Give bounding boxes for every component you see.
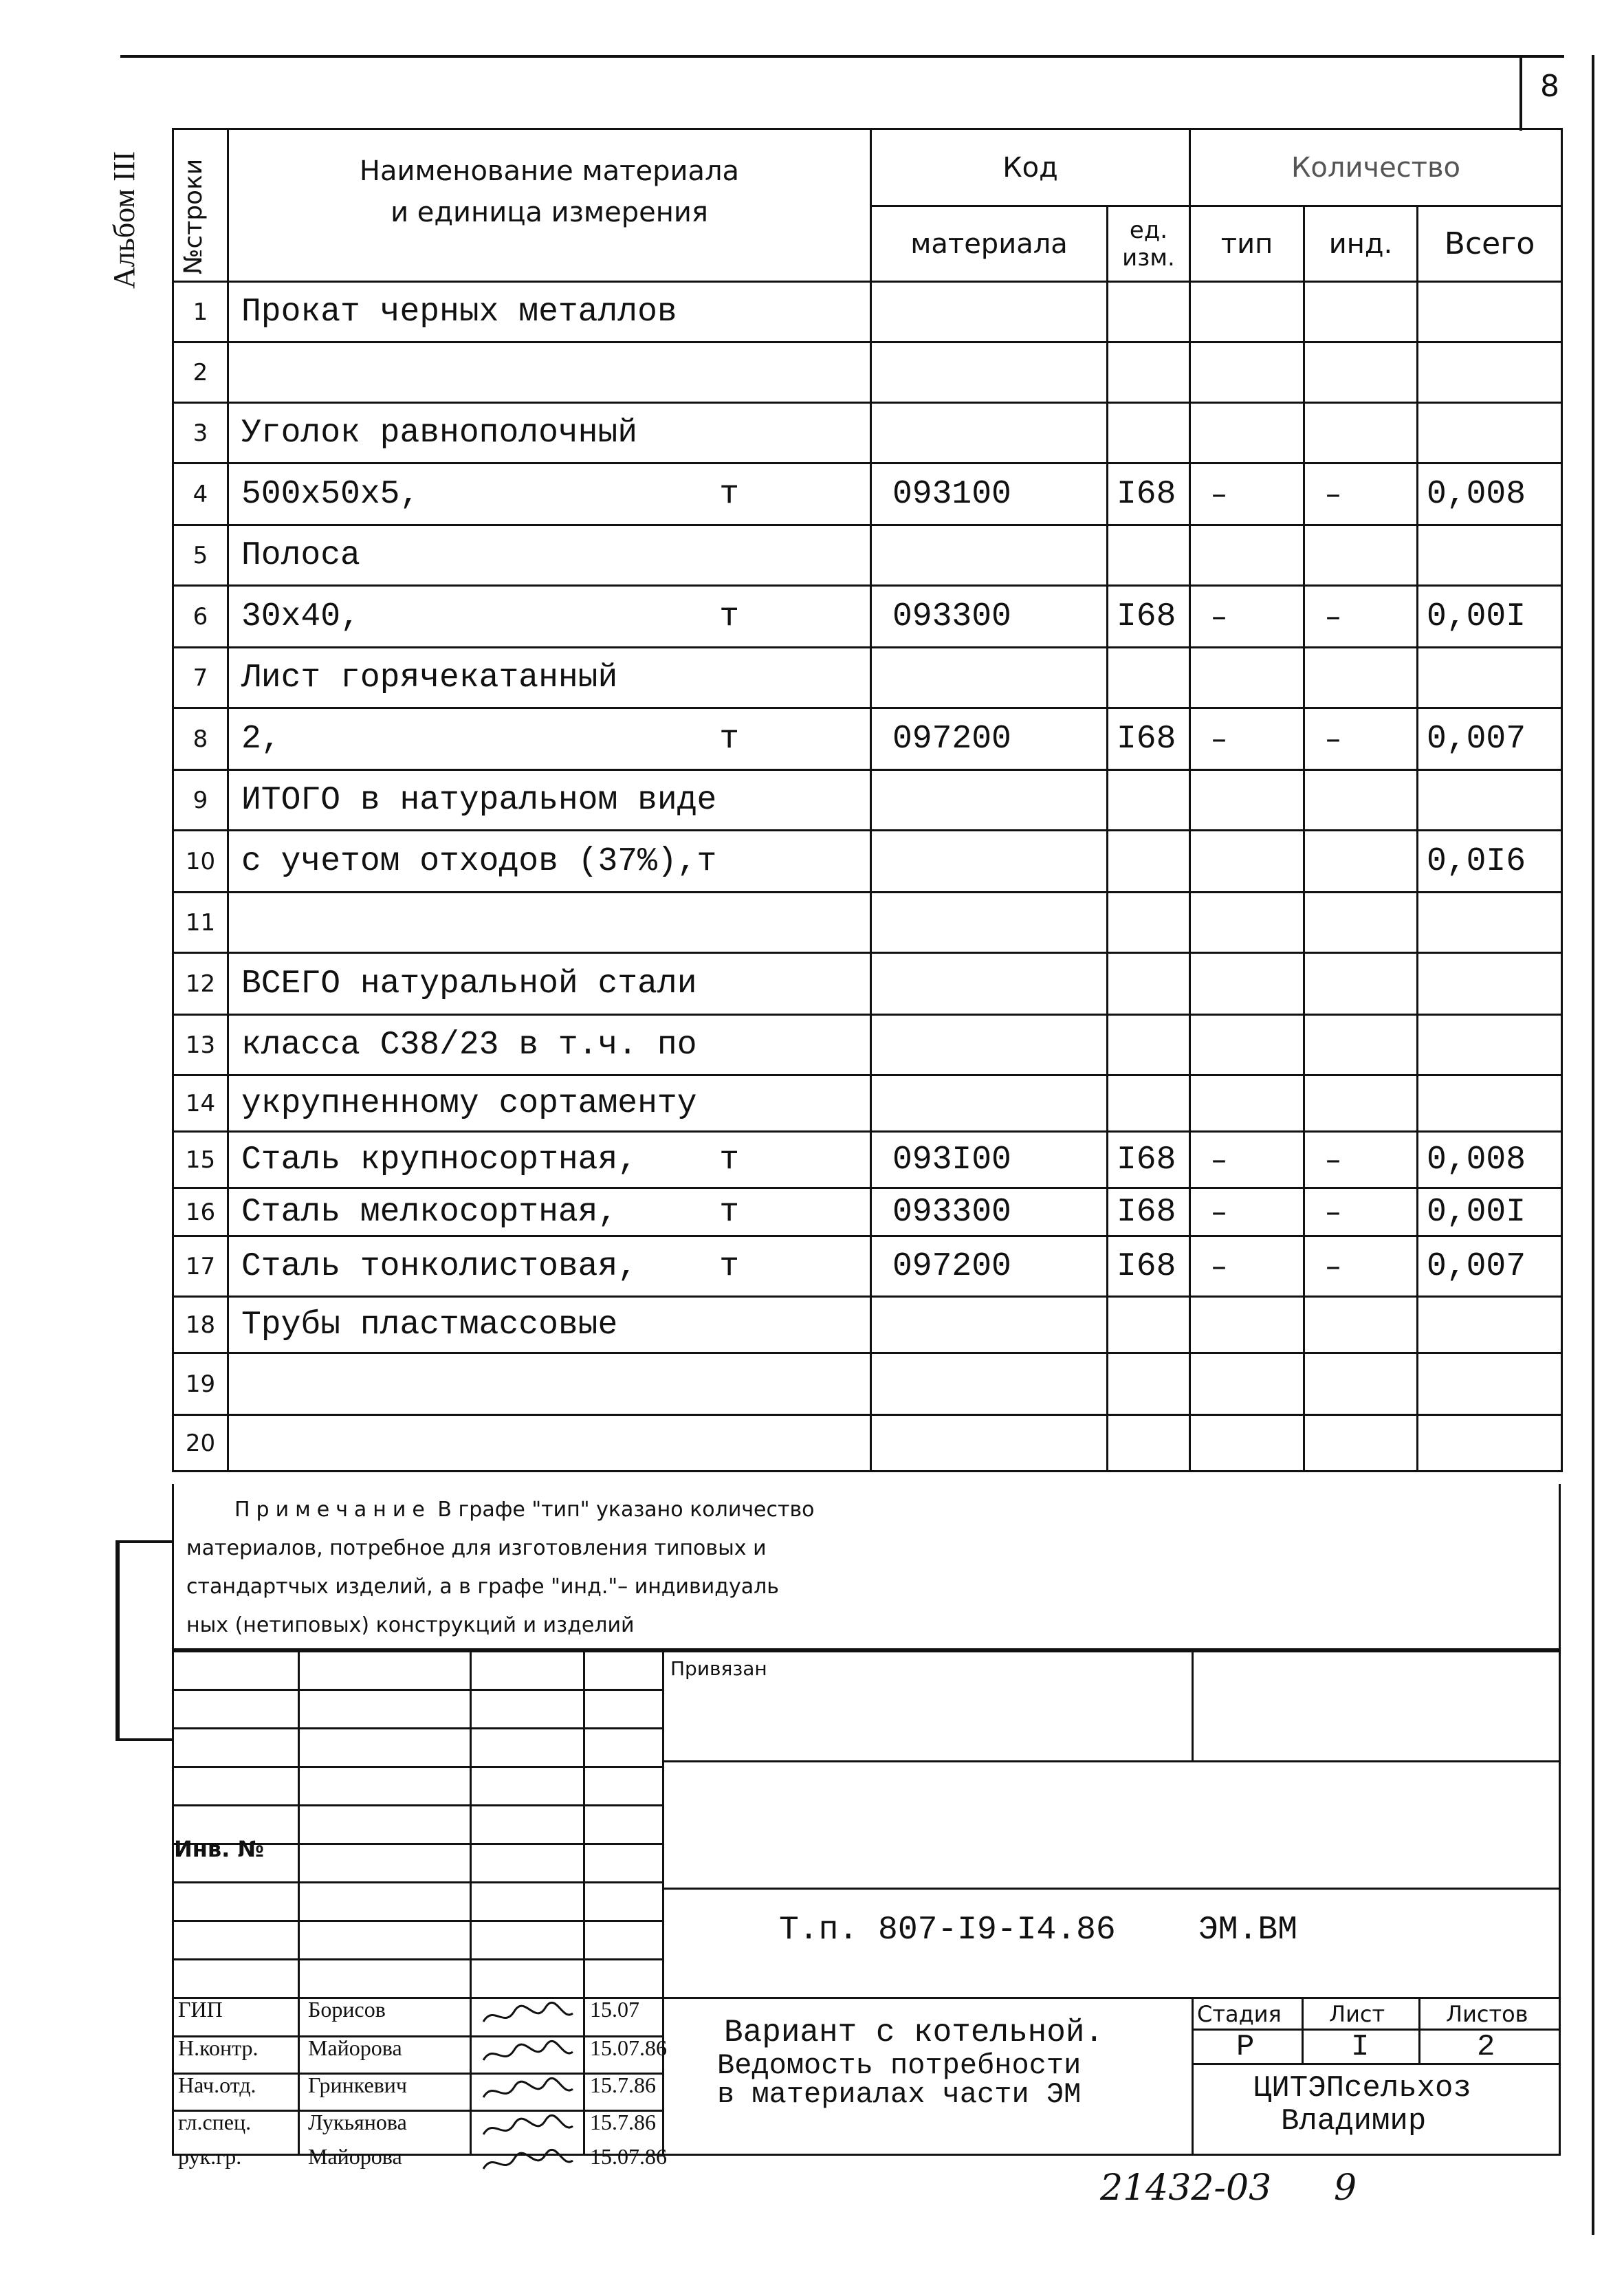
qty-ind: [1304, 403, 1418, 463]
table-row: [173, 525, 1562, 586]
material-name-cell: [228, 463, 871, 525]
signer-name: Майорова: [308, 2035, 402, 2060]
qty-ind: –: [1304, 463, 1418, 525]
table-row: [173, 403, 1562, 463]
signer-name: Гринкевич: [308, 2073, 408, 2097]
material-name-cell: [228, 708, 871, 770]
grid-h3: [174, 1766, 662, 1768]
material-name: класса С38/23 в т.ч. по: [241, 1026, 697, 1064]
row-number: 6: [173, 586, 228, 648]
qty-type: [1190, 403, 1304, 463]
signer-name: Лукьянова: [308, 2110, 407, 2134]
material-code: 097200: [871, 1236, 1108, 1297]
row-number: 8: [173, 708, 228, 770]
material-unit: т: [719, 598, 739, 635]
qty-total: [1418, 1075, 1562, 1132]
row-number: 20: [173, 1415, 228, 1472]
qty-total: [1418, 282, 1562, 342]
material-name-cell: [228, 586, 871, 648]
row-number: 2: [173, 342, 228, 403]
sheet-label: Лист: [1329, 2001, 1385, 2027]
table-row: [173, 893, 1562, 953]
unit-code: I68: [1108, 1132, 1190, 1188]
material-code: [871, 1415, 1108, 1472]
row-number: 1: [173, 282, 228, 342]
material-code: 093100: [871, 463, 1108, 525]
unit-code: I68: [1108, 586, 1190, 648]
qty-total: [1418, 525, 1562, 586]
unit-code: [1108, 770, 1190, 831]
row-number: 13: [173, 1015, 228, 1075]
material-code: 097200: [871, 708, 1108, 770]
doc-code: Т.п. 807-I9-I4.86: [779, 1912, 1116, 1949]
qty-type: [1190, 770, 1304, 831]
privyazan-divider: [1192, 1650, 1194, 1760]
row-number: 3: [173, 403, 228, 463]
privyazan-label: Привязан: [670, 1657, 767, 1680]
signature-scribble: [480, 2148, 576, 2184]
qty-ind: [1304, 1353, 1418, 1415]
material-code: [871, 1015, 1108, 1075]
qty-type: [1190, 1415, 1304, 1472]
qty-total: 0,00I: [1418, 586, 1562, 648]
qty-total: 0,007: [1418, 1236, 1562, 1297]
grid-h1: [174, 1689, 662, 1691]
title-line2: Ведомость потребности: [717, 2049, 1082, 2082]
row-number: 11: [173, 893, 228, 953]
qty-type: [1190, 648, 1304, 708]
header-qty-ind: инд.: [1304, 206, 1418, 282]
margin-bracket-bottom: [116, 1738, 172, 1741]
qty-type: [1190, 893, 1304, 953]
material-name: Сталь тонколистовая,: [241, 1247, 638, 1285]
row-number: 15: [173, 1132, 228, 1188]
sheet-value: I: [1351, 2030, 1370, 2064]
header-code: Код: [871, 129, 1190, 206]
signer-role: гл.спец.: [178, 2110, 252, 2134]
material-name: 500x50x5,: [241, 475, 420, 513]
qty-type: [1190, 342, 1304, 403]
material-code: [871, 1075, 1108, 1132]
note: [172, 1484, 1561, 1650]
material-name: Уголок равнополочный: [241, 414, 638, 452]
stage-block-left: [1192, 1997, 1194, 2156]
privyazan-bottom: [662, 1760, 1559, 1762]
sheets-label: Листов: [1446, 2001, 1528, 2027]
qty-total: [1418, 342, 1562, 403]
material-unit: т: [719, 1193, 739, 1231]
qty-ind: [1304, 770, 1418, 831]
qty-total: [1418, 893, 1562, 953]
unit-code: I68: [1108, 463, 1190, 525]
material-name-cell: [228, 770, 871, 831]
signature-scribble: [480, 2001, 576, 2037]
material-name-cell: [228, 893, 871, 953]
row-number: 17: [173, 1236, 228, 1297]
qty-type: [1190, 1297, 1304, 1353]
row-number: 10: [173, 831, 228, 893]
material-name-cell: [228, 1015, 871, 1075]
qty-ind: [1304, 1075, 1418, 1132]
material-name-cell: [228, 1075, 871, 1132]
signature-scribble: [480, 2040, 576, 2075]
header-qty-total: Всего: [1418, 206, 1562, 282]
materials-table: [172, 128, 1563, 1472]
material-name: Сталь крупносортная,: [241, 1141, 638, 1179]
sign-date: 15.7.86: [590, 2073, 656, 2097]
material-code: [871, 282, 1108, 342]
grid-h8: [174, 1958, 662, 1960]
unit-code: [1108, 1353, 1190, 1415]
unit-code: [1108, 648, 1190, 708]
material-name-cell: [228, 1132, 871, 1188]
qty-ind: [1304, 282, 1418, 342]
qty-total: 0,00I: [1418, 1188, 1562, 1236]
unit-code: [1108, 1415, 1190, 1472]
material-name: 30x40,: [241, 598, 360, 635]
material-code: [871, 1297, 1108, 1353]
qty-type: [1190, 1353, 1304, 1415]
qty-type: [1190, 953, 1304, 1015]
material-name-cell: [228, 282, 871, 342]
signer-name: Майорова: [308, 2144, 402, 2169]
qty-total: [1418, 953, 1562, 1015]
header-qty-type: тип: [1190, 206, 1304, 282]
header-row-no: №строки: [173, 129, 228, 282]
material-code: [871, 648, 1108, 708]
row-number: 19: [173, 1353, 228, 1415]
sign-date: 15.7.86: [590, 2110, 656, 2134]
unit-code: I68: [1108, 1188, 1190, 1236]
sign-date: 15.07: [590, 1997, 639, 2022]
table-row: [173, 648, 1562, 708]
unit-code: [1108, 1297, 1190, 1353]
unit-code: [1108, 953, 1190, 1015]
table-row: [173, 831, 1562, 893]
table-row: [173, 1353, 1562, 1415]
signer-role: Н.контр.: [178, 2035, 259, 2060]
material-name: Лист горячекатанный: [241, 659, 618, 697]
grid-v1: [298, 1650, 300, 2154]
material-name-cell: [228, 342, 871, 403]
right-border: [1592, 55, 1594, 2235]
material-code: 093300: [871, 586, 1108, 648]
sheets-value: 2: [1477, 2030, 1495, 2064]
material-code: [871, 953, 1108, 1015]
doc-mark: ЭМ.ВМ: [1198, 1912, 1298, 1949]
qty-type: –: [1190, 586, 1304, 648]
table-body: [173, 282, 1562, 1472]
stage-value: Р: [1236, 2030, 1255, 2064]
material-unit: т: [719, 720, 739, 758]
qty-type: –: [1190, 708, 1304, 770]
row-number: 12: [173, 953, 228, 1015]
material-name: 2,: [241, 720, 281, 758]
qty-total: [1418, 648, 1562, 708]
qty-type: [1190, 831, 1304, 893]
material-code: 093I00: [871, 1132, 1108, 1188]
note-line2: материалов, потребное для изготовления типовых и: [186, 1536, 767, 1560]
margin-bracket-top: [116, 1540, 172, 1543]
grid-v3: [583, 1650, 585, 2154]
title-block: [172, 1650, 1561, 2169]
org-line2: Владимир: [1281, 2104, 1427, 2139]
material-code: [871, 831, 1108, 893]
table-row: [173, 1297, 1562, 1353]
row-number: 16: [173, 1188, 228, 1236]
qty-type: –: [1190, 1132, 1304, 1188]
material-name-cell: [228, 1353, 871, 1415]
material-name: укрупненному сортаменту: [241, 1084, 697, 1122]
signature-scribble: [480, 2114, 576, 2150]
material-code: [871, 1353, 1108, 1415]
material-name: Сталь мелкосортная,: [241, 1193, 618, 1231]
material-code: [871, 342, 1108, 403]
material-name-cell: [228, 1415, 871, 1472]
sign-date: 15.07.86: [590, 2035, 667, 2060]
material-name-cell: [228, 648, 871, 708]
sign-date: 15.07.86: [590, 2144, 667, 2169]
signer-role: ГИП: [178, 1997, 223, 2022]
margin-bracket: [116, 1540, 120, 1740]
qty-ind: [1304, 893, 1418, 953]
archive-number: 21432-03: [1100, 2167, 1272, 2209]
note-lead: Примечание: [234, 1498, 431, 1522]
qty-total: 0,008: [1418, 1132, 1562, 1188]
note-line4: ных (нетиповых) конструкций и изделий: [186, 1613, 635, 1637]
stage-col2: [1418, 1997, 1420, 2064]
signature-scribble: [480, 2077, 576, 2112]
table-row: [173, 770, 1562, 831]
qty-ind: [1304, 1415, 1418, 1472]
stamp-top-line: [174, 1650, 1559, 1652]
org-line1: ЦИТЭПсельхоз: [1253, 2071, 1471, 2106]
qty-type: [1190, 282, 1304, 342]
material-unit: т: [719, 475, 739, 513]
header-code-material: материала: [871, 206, 1108, 282]
stage-label: Стадия: [1197, 2001, 1282, 2027]
unit-code: I68: [1108, 1236, 1190, 1297]
qty-ind: –: [1304, 708, 1418, 770]
signer-role: Нач.отд.: [178, 2073, 256, 2097]
material-name: с учетом отходов (37%),т: [241, 842, 717, 880]
material-name: ВСЕГО натуральной стали: [241, 965, 697, 1003]
qty-total: [1418, 1415, 1562, 1472]
qty-ind: –: [1304, 586, 1418, 648]
signer-name: Борисов: [308, 1997, 386, 2022]
material-name-cell: [228, 1188, 871, 1236]
page-number-box-left: [1519, 55, 1522, 131]
row-number: 7: [173, 648, 228, 708]
material-name-cell: [228, 953, 871, 1015]
row-number: 4: [173, 463, 228, 525]
table-row: [173, 1015, 1562, 1075]
qty-ind: –: [1304, 1132, 1418, 1188]
page-number: 8: [1540, 69, 1559, 104]
archive-sheet: 9: [1334, 2167, 1357, 2209]
row-number: 9: [173, 770, 228, 831]
middle-line: [662, 1888, 1559, 1890]
signer-role: рук.гр.: [178, 2144, 242, 2169]
title-line1: Вариант с котельной.: [724, 2015, 1104, 2051]
qty-type: [1190, 1015, 1304, 1075]
qty-total: 0,007: [1418, 708, 1562, 770]
table-row: [173, 282, 1562, 342]
qty-ind: –: [1304, 1188, 1418, 1236]
qty-total: [1418, 1297, 1562, 1353]
material-code: [871, 403, 1108, 463]
table-row: [173, 1415, 1562, 1472]
table-row: [173, 1075, 1562, 1132]
qty-ind: –: [1304, 1236, 1418, 1297]
material-name-cell: [228, 1297, 871, 1353]
qty-ind: [1304, 1015, 1418, 1075]
unit-code: [1108, 403, 1190, 463]
unit-code: [1108, 282, 1190, 342]
unit-code: I68: [1108, 708, 1190, 770]
qty-total: [1418, 1015, 1562, 1075]
material-code: [871, 770, 1108, 831]
material-code: [871, 893, 1108, 953]
qty-type: –: [1190, 1188, 1304, 1236]
row-number: 18: [173, 1297, 228, 1353]
side-label: Альбом III: [107, 151, 141, 289]
grid-h6: [174, 1881, 662, 1883]
note-line3: стандартчых изделий, а в графе "инд."– индивидуаль: [186, 1575, 779, 1599]
material-name: Полоса: [241, 536, 360, 574]
row-number: 5: [173, 525, 228, 586]
qty-total: [1418, 770, 1562, 831]
qty-type: –: [1190, 1236, 1304, 1297]
grid-v4: [662, 1650, 664, 2154]
row-number: 14: [173, 1075, 228, 1132]
qty-type: [1190, 525, 1304, 586]
header-code-unit: ед. изм.: [1108, 206, 1190, 282]
inv-no-label: Инв. №: [174, 1836, 264, 1862]
grid-h2: [174, 1727, 662, 1729]
qty-ind: [1304, 953, 1418, 1015]
grid-v2: [470, 1650, 472, 2154]
unit-code: [1108, 831, 1190, 893]
material-name: ИТОГО в натуральном виде: [241, 781, 717, 819]
header-quantity: Количество: [1190, 129, 1562, 206]
qty-ind: [1304, 525, 1418, 586]
grid-h4: [174, 1804, 662, 1806]
unit-code: [1108, 1075, 1190, 1132]
material-name: Прокат черных металлов: [241, 293, 677, 331]
material-name-cell: [228, 403, 871, 463]
note-line1: В графе "тип" указано количество: [437, 1498, 815, 1522]
material-name-cell: [228, 831, 871, 893]
table-row: [173, 342, 1562, 403]
qty-total: [1418, 403, 1562, 463]
material-unit: т: [719, 1247, 739, 1285]
material-code: 093300: [871, 1188, 1108, 1236]
table-row: [173, 1188, 1562, 1236]
qty-ind: [1304, 342, 1418, 403]
unit-code: [1108, 893, 1190, 953]
qty-ind: [1304, 1297, 1418, 1353]
table-row: [173, 708, 1562, 770]
table-row: [173, 1236, 1562, 1297]
qty-ind: [1304, 648, 1418, 708]
grid-h7: [174, 1920, 662, 1922]
top-border: [120, 55, 1564, 58]
qty-total: 0,0I6: [1418, 831, 1562, 893]
qty-ind: [1304, 831, 1418, 893]
table-row: [173, 463, 1562, 525]
material-code: [871, 525, 1108, 586]
title-line3: в материалах части ЭМ: [717, 2078, 1082, 2111]
unit-code: [1108, 342, 1190, 403]
table-row: [173, 1132, 1562, 1188]
qty-total: [1418, 1353, 1562, 1415]
material-name-cell: [228, 1236, 871, 1297]
material-name-cell: [228, 525, 871, 586]
qty-type: –: [1190, 463, 1304, 525]
material-unit: т: [719, 1141, 739, 1179]
header-name: Наименование материала и единица измерения: [228, 129, 871, 282]
unit-code: [1108, 525, 1190, 586]
table-row: [173, 586, 1562, 648]
material-name: Трубы пластмассовые: [241, 1306, 618, 1344]
stage-col1: [1302, 1997, 1304, 2064]
qty-type: [1190, 1075, 1304, 1132]
table-row: [173, 953, 1562, 1015]
qty-total: 0,008: [1418, 463, 1562, 525]
unit-code: [1108, 1015, 1190, 1075]
